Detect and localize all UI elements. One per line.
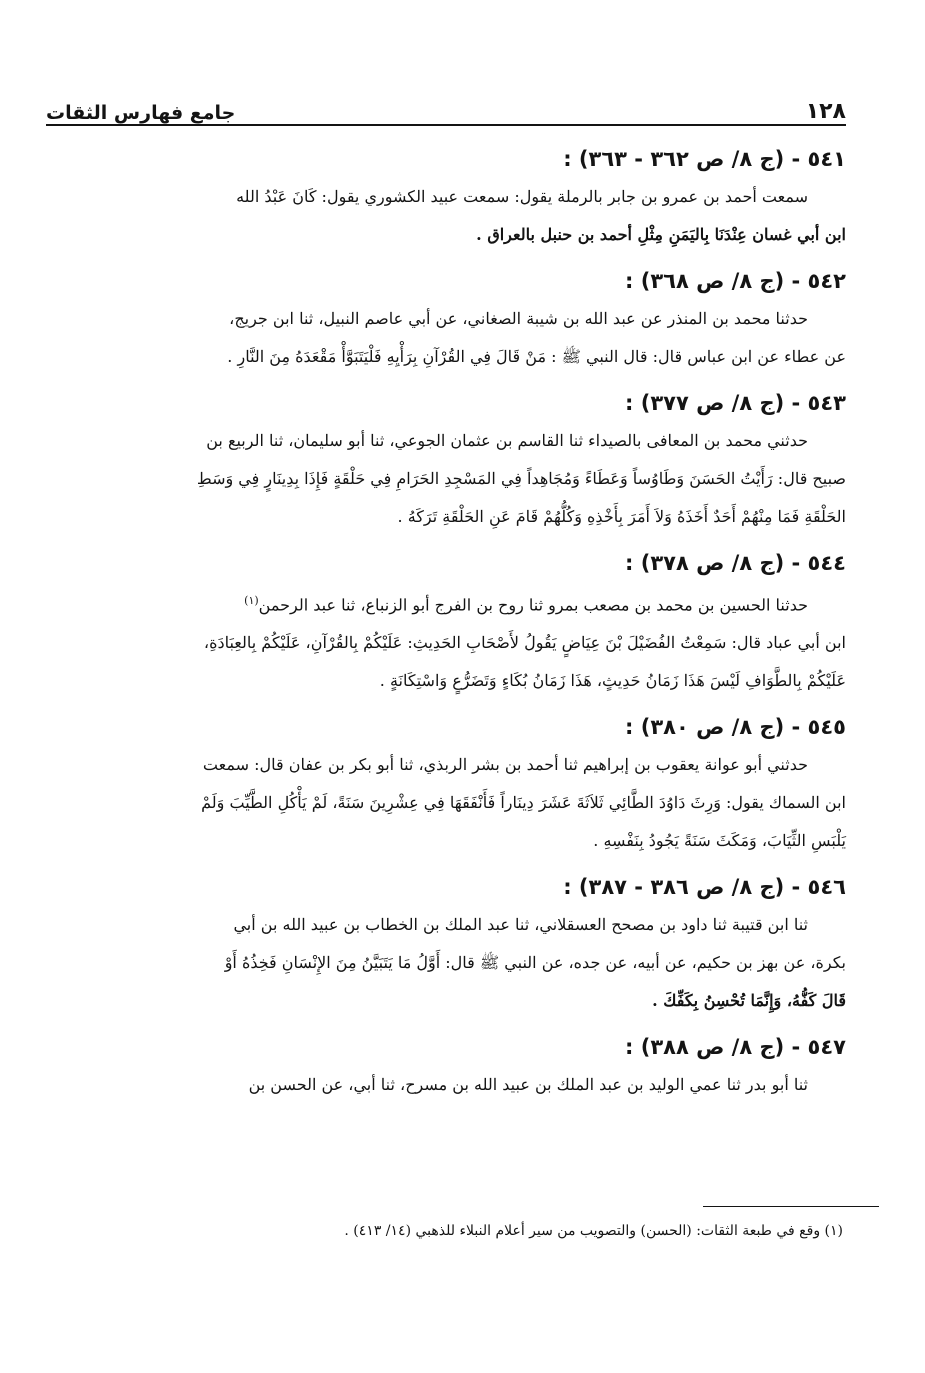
entry-text — [46, 582, 846, 700]
entry-line: ثنا ابن قتيبة ثنا داود بن مصحح العسقلاني، ثنا عبد الملك بن الخطاب بن عبيد الله بن أبي — [233, 915, 808, 935]
entry-line: سمعت أحمد بن عمرو بن جابر بالرملة يقول: سمعت عبيد الكشوري يقول: كَانَ عَبْدُ الله — [236, 187, 808, 206]
running-header — [46, 88, 846, 126]
entry-543 — [46, 384, 846, 536]
entry-line: يَلْبَسِ الثِّيَابَ، وَمَكَثَ سَنَةً يَجُودُ بِنَفْسِهِ . — [593, 831, 846, 851]
entry-line: حدثنا الحسين بن محمد بن مصعب بمرو ثنا روح بن الفرج أبو الزنباع، ثنا عبد الرحمن — [258, 595, 808, 615]
entry-line: ثنا أبو بدر ثنا عمي الوليد بن عبد الملك بن عبيد الله بن مسرح، ثنا أبي، عن الحسن بن — [248, 1075, 808, 1095]
entry-text — [46, 178, 846, 254]
entry-544 — [46, 544, 846, 700]
entries-list — [46, 140, 846, 1104]
page-number: ١٢٨ — [805, 99, 846, 124]
book-page — [46, 88, 846, 1112]
entry-542 — [46, 262, 846, 376]
entry-heading: ٥٤٣ - (ج ٨/ ص ٣٧٧) : — [625, 391, 846, 415]
entry-heading: ٥٤٧ - (ج ٨/ ص ٣٨٨) : — [625, 1035, 846, 1060]
entry-line: عَلَيْكُمْ بِالطَّوَافِ لَيْسَ هَذَا زَمَانُ حَدِيثٍ، هَذَا زَمَانُ بُكَاءٍ وَتَضَرُّعٍ وَاسْتِكَانَةٍ . — [379, 671, 846, 691]
entry-541 — [46, 140, 846, 254]
entry-heading: ٥٤١ - (ج ٨/ ص ٣٦٢ - ٣٦٣) : — [563, 147, 846, 171]
entry-text — [46, 906, 846, 1020]
footnote: (١) وقع في طبعة الثقات: (الحسن) والتصويب من سير أعلام النبلاء للذهبي (١٤/ ٤١٣) . — [344, 1223, 843, 1239]
entry-heading: ٥٤٥ - (ج ٨/ ص ٣٨٠) : — [625, 715, 846, 740]
entry-line: ابن السماك يقول: وَرِثَ دَاوُدَ الطَّائِي ثَلاَثَةَ عَشَرَ دِينَاراً فَأَنْفَقَهَا فِي عِشْرِينَ سَنَةً، لَمْ يَأْكُلِ الطَّيِّبَ وَلَمْ — [201, 793, 846, 813]
entry-546 — [46, 868, 846, 1020]
entry-line: حدثني أبو عوانة يعقوب بن إبراهيم ثنا أحمد بن بشر الربذي، ثنا أبو بكر بن عفان قال: سمعت — [202, 755, 808, 775]
entry-heading: ٥٤٤ - (ج ٨/ ص ٣٧٨) : — [625, 551, 846, 575]
entry-text — [46, 746, 846, 860]
entry-text — [46, 1066, 846, 1104]
entry-line: صبيح قال: رَأَيْتُ الحَسَنَ وَطَاوُساً وَعَطَاءً وَمُجَاهِداً فِي المَسْجِدِ الحَرَامِ فِي حَلْقَةٍ فَإِذَا بِدِينَارٍ فِي وَسَطِ — [196, 469, 846, 488]
entry-line: حدثنا محمد بن المنذر عن عبد الله بن شيبة الصغاني، عن أبي عاصم النبيل، ثنا ابن جريج، — [229, 309, 808, 328]
footnote-marker[interactable]: (١) — [244, 594, 259, 607]
entry-text — [46, 300, 846, 376]
entry-heading: ٥٤٦ - (ج ٨/ ص ٣٨٦ - ٣٨٧) : — [563, 875, 846, 900]
entry-line: حدثني محمد بن المعافى بالصيداء ثنا القاسم بن عثمان الجوعي، ثنا أبو سليمان، ثنا الربيع بن — [206, 431, 808, 450]
entry-line: بكرة، عن بهز بن حكيم، عن أبيه، عن جده، عن النبي ﷺ قال: أَوَّلُ مَا يَتَبَيَّنُ مِنَ الإِنْسَانِ فَخِذُهُ أَوْ — [224, 953, 846, 973]
entry-heading: ٥٤٢ - (ج ٨/ ص ٣٦٨) : — [625, 269, 846, 293]
book-title: جامع فهارس الثقات — [46, 102, 236, 124]
entry-line: ابن أبي عباد قال: سَمِعْتُ الفُضَيْلَ بْنَ عِيَاضٍ يَقُولُ لأَصْحَابِ الحَدِيثِ: عَلَيْكُمْ بِالقُرْآنِ، عَلَيْكُمْ بِالعِبَادَةِ، — [203, 633, 846, 653]
entry-545 — [46, 708, 846, 860]
entry-line: قَالَ كَفُّهُ، وَإِنَّمَا تُحْسِنُ بِكَفِّكَ . — [652, 991, 846, 1011]
entry-line: عن عطاء عن ابن عباس قال: قال النبي ﷺ : مَنْ قَالَ فِي القُرْآنِ بِرَأْيِهِ فَلْيَتَبَوَّأْ مَقْعَدَهُ مِنَ النَّارِ . — [227, 347, 846, 366]
entry-547 — [46, 1028, 846, 1104]
footnote-divider — [703, 1206, 879, 1207]
entry-line: ابن أبي غسان عِنْدَنَا بِاليَمَنِ مِثْلِ أحمد بن حنبل بالعراق . — [476, 225, 846, 244]
entry-text — [46, 422, 846, 536]
entry-line: الحَلْقَةِ فَمَا مِنْهُمْ أَحَدٌ أَخَذَهُ وَلاَ أَمَرَ بِأَخْذِهِ وَكُلُّهُمْ قَامَ عَنِ الحَلْقَةِ تَرَكَهُ . — [397, 507, 846, 526]
